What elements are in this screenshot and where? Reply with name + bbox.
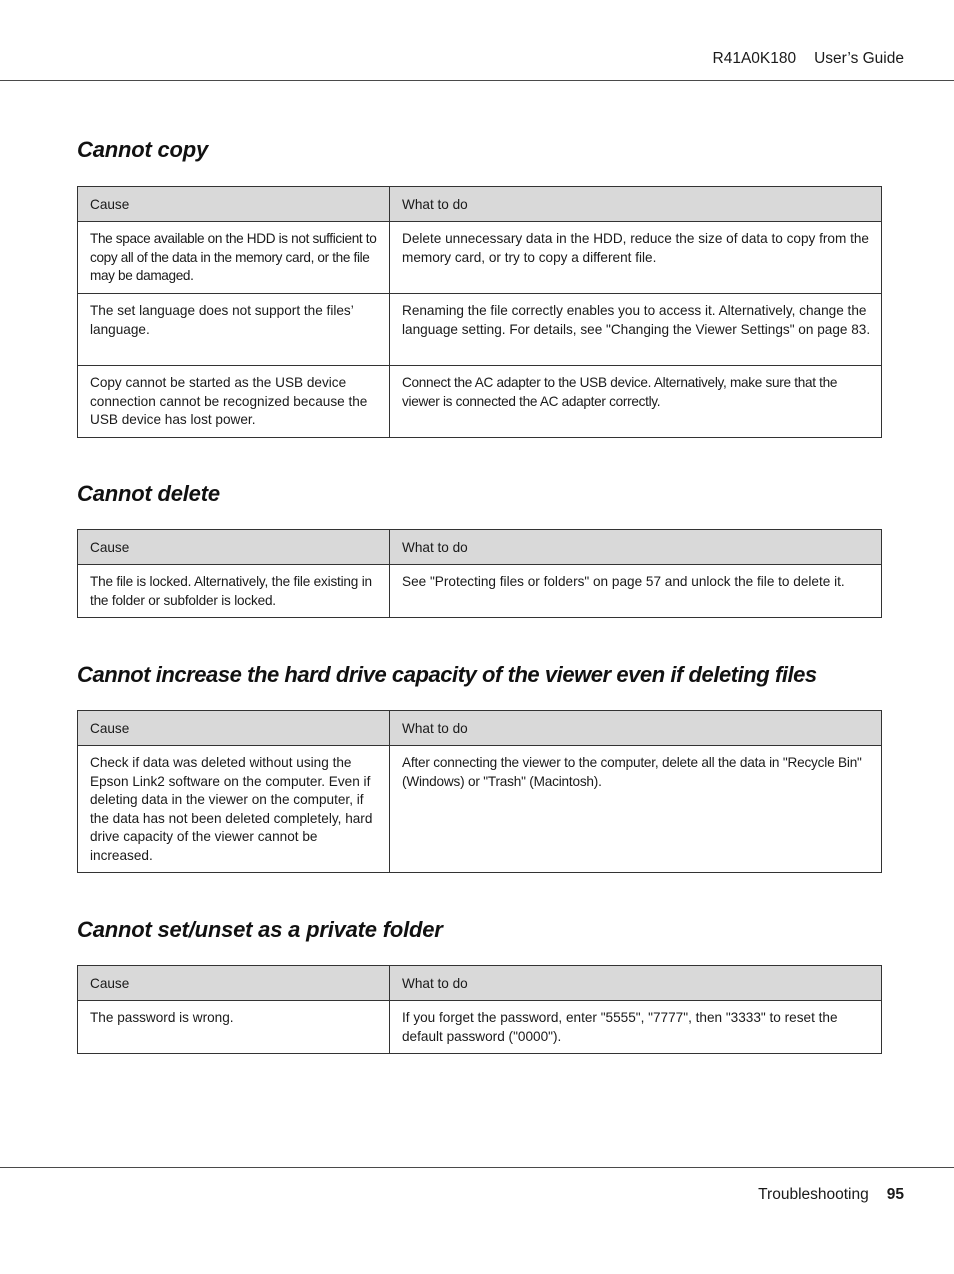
column-header-action: What to do — [390, 711, 882, 746]
table-header-row — [78, 966, 882, 1001]
table-header-row — [78, 530, 882, 565]
table-row — [78, 366, 882, 438]
cause-cell: Copy cannot be started as the USB device connection cannot be recognized because the USB device has lost power. — [78, 366, 390, 438]
section-cannot-increase-capacity — [77, 662, 881, 863]
header-rule — [0, 80, 954, 81]
column-header-cause: Cause — [78, 966, 390, 1001]
section-cannot-set-private-folder — [77, 917, 881, 1044]
column-header-cause: Cause — [78, 187, 390, 222]
guide-title: User’s Guide — [814, 50, 904, 67]
column-header-cause: Cause — [78, 530, 390, 565]
troubleshooting-table — [77, 710, 882, 873]
table-row — [78, 565, 882, 618]
table-row — [78, 1001, 882, 1054]
section-cannot-copy — [77, 137, 881, 427]
action-cell: After connecting the viewer to the computer, delete all the data in "Recycle Bin" (Windows) or "Trash" (Macintosh). — [390, 746, 882, 873]
troubleshooting-table — [77, 965, 882, 1054]
cause-cell: The password is wrong. — [78, 1001, 390, 1054]
troubleshooting-table — [77, 529, 882, 618]
action-cell: See "Protecting files or folders" on page 57 and unlock the file to delete it. — [390, 565, 882, 618]
document-id: R41A0K180 — [712, 50, 797, 67]
action-cell: Renaming the file correctly enables you to access it. Alternatively, change the language setting. For details, see "Changing the Viewer Settings" on page 83. — [390, 294, 882, 366]
action-cell: Delete unnecessary data in the HDD, reduce the size of data to copy from the memory card, or try to copy a different file. — [390, 222, 882, 294]
action-cell: If you forget the password, enter "5555", "7777", then "3333" to reset the default password ("0000"). — [390, 1001, 882, 1054]
section-title: Cannot increase the hard drive capacity of the viewer even if deleting files — [77, 662, 817, 687]
footer-rule — [0, 1167, 954, 1168]
cause-cell: The file is locked. Alternatively, the file existing in the folder or subfolder is locked. — [78, 565, 390, 618]
page-header — [713, 50, 904, 68]
section-cannot-delete — [77, 481, 881, 608]
cause-cell: The set language does not support the files’ language. — [78, 294, 390, 366]
table-header-row — [78, 187, 882, 222]
column-header-action: What to do — [390, 966, 882, 1001]
table-row — [78, 294, 882, 366]
chapter-name: Troubleshooting — [758, 1186, 869, 1203]
page-number: 95 — [886, 1186, 904, 1203]
table-header-row — [78, 711, 882, 746]
cause-cell: Check if data was deleted without using the Epson Link2 software on the computer. Even if deleting data in the viewer on the computer, if the data has not been deleted completely, hard drive capacity of the viewer cannot be increased. — [78, 746, 390, 873]
column-header-action: What to do — [390, 530, 882, 565]
column-header-action: What to do — [390, 187, 882, 222]
cause-cell: The space available on the HDD is not sufficient to copy all of the data in the memory card, or the file may be damaged. — [78, 222, 390, 294]
section-title: Cannot delete — [77, 481, 220, 506]
table-row — [78, 222, 882, 294]
page-footer — [758, 1186, 904, 1204]
action-cell: Connect the AC adapter to the USB device. Alternatively, make sure that the viewer is connected the AC adapter correctly. — [390, 366, 882, 438]
section-title: Cannot set/unset as a private folder — [77, 917, 443, 942]
column-header-cause: Cause — [78, 711, 390, 746]
table-row — [78, 746, 882, 873]
troubleshooting-table — [77, 186, 882, 438]
section-title: Cannot copy — [77, 137, 209, 162]
